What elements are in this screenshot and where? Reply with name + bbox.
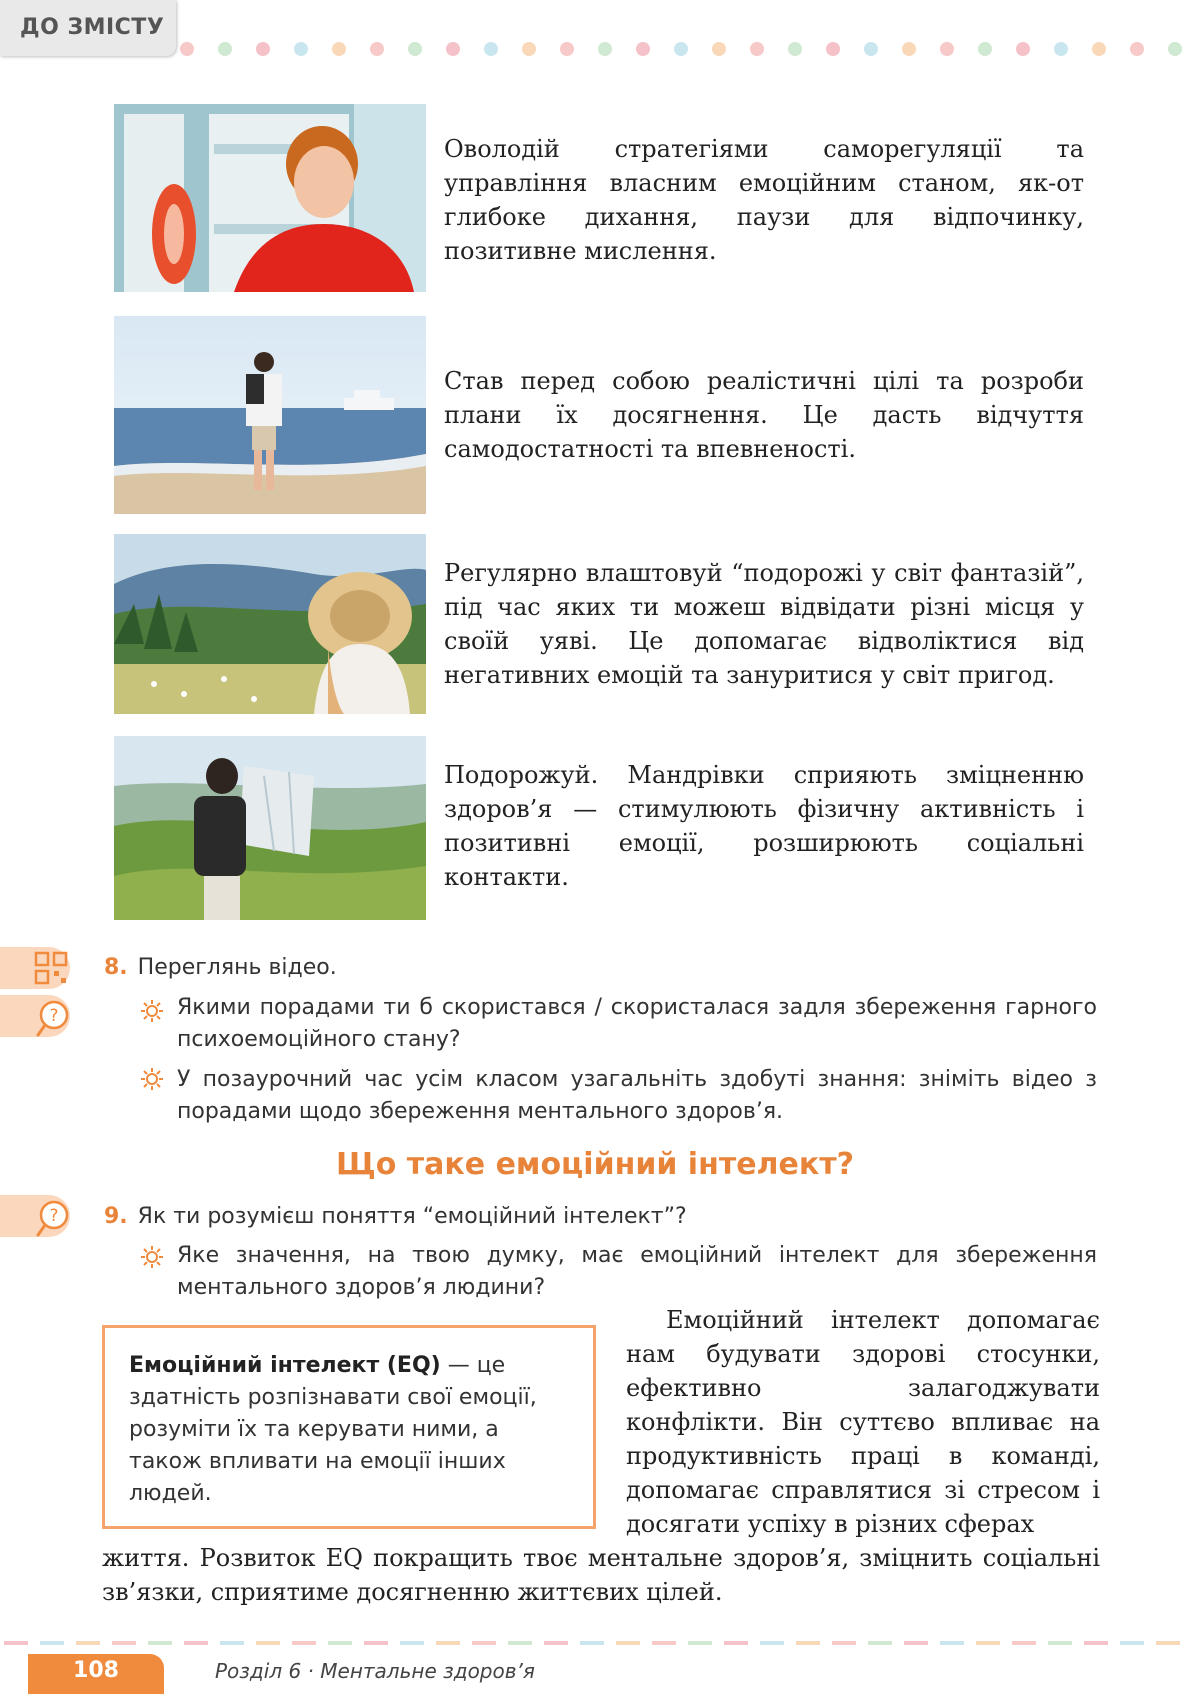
decorative-dash — [760, 1641, 784, 1645]
task-number: 9. — [104, 1204, 128, 1229]
decorative-dot — [598, 42, 612, 56]
decorative-dot — [826, 42, 840, 56]
decorative-dash — [256, 1641, 280, 1645]
decorative-dot — [674, 42, 688, 56]
eq-paragraph-continuation: життя. Розвиток EQ покращить твоє ментальне здоров’я, зміцнить соціальні зв’язки, сприятиме досягненню життєвих цілей. — [102, 1544, 1100, 1606]
decorative-dash — [1084, 1641, 1108, 1645]
decorative-dash — [508, 1641, 532, 1645]
decorative-dash — [652, 1641, 676, 1645]
decorative-dash — [1120, 1641, 1144, 1645]
task-8 — [104, 952, 337, 984]
svg-text:?: ? — [49, 1006, 59, 1026]
decorative-dash — [904, 1641, 928, 1645]
section-heading: Що таке емоційний інтелект? — [335, 1147, 855, 1182]
definition-text: — це здатність розпізнавати свої емоції, розуміти їх та керувати ними, а також впливати на емоції інших людей. — [129, 1353, 537, 1506]
person-walking-on-beach-photo — [114, 316, 426, 514]
definition-box — [102, 1325, 596, 1529]
task-number: 8. — [104, 955, 128, 980]
decorative-dot — [978, 42, 992, 56]
decorative-dash — [1012, 1641, 1036, 1645]
back-to-contents-button[interactable]: ДО ЗМІСТУ — [0, 0, 176, 56]
decorative-dash — [868, 1641, 892, 1645]
decorative-dot — [560, 42, 574, 56]
decorative-dash — [796, 1641, 820, 1645]
decorative-dash — [688, 1641, 712, 1645]
tip-3-text: Регулярно влаштовуй “подорожі у світ фантазій”, під час яких ти можеш відвідати різні місця у своїй уяві. Це допомагає відволіктися від негативних емоцій та зануритися у світ пригод. — [444, 559, 1084, 689]
decorative-dash — [148, 1641, 172, 1645]
decorative-dot — [484, 42, 498, 56]
task-8-subquestion-2: У позаурочний час усім класом узагальніть здобуті знання: зніміть відео з порадами щодо збереження ментального здоров’я. — [177, 1067, 1097, 1124]
decorative-dot — [408, 42, 422, 56]
girl-in-straw-hat-mountains-photo — [114, 534, 426, 714]
decorative-dot — [940, 42, 954, 56]
question-tab[interactable] — [0, 995, 70, 1037]
decorative-dot — [902, 42, 916, 56]
decorative-dot — [1092, 42, 1106, 56]
definition-term: Емоційний інтелект (EQ) — [129, 1353, 441, 1378]
decorative-dot — [522, 42, 536, 56]
task-8-subquestion-1: Якими порадами ти б скористався / скористалася задля збереження гарного психоемоційного стану? — [177, 995, 1097, 1052]
question-magnifier-icon — [34, 1199, 72, 1239]
decorative-dash — [832, 1641, 856, 1645]
decorative-dot — [1054, 42, 1068, 56]
tip-2-text: Став перед собою реалістичні цілі та розроби плани їх досягнення. Це дасть відчуття самодостатності та впевненості. — [444, 367, 1084, 463]
task-9 — [104, 1201, 687, 1233]
decorative-dash — [616, 1641, 640, 1645]
tip-4-text: Подорожуй. Мандрівки сприяють зміцненню здоров’я — стимулюють фізичну активність і позитивні емоції, розширюють соціальні контакти. — [444, 761, 1084, 891]
hiker-with-map-photo — [114, 736, 426, 920]
decorative-dash — [1048, 1641, 1072, 1645]
question-magnifier-icon — [34, 999, 72, 1039]
svg-text:?: ? — [49, 1206, 59, 1226]
decorative-dot — [712, 42, 726, 56]
decorative-dash — [400, 1641, 424, 1645]
decorative-dot — [332, 42, 346, 56]
page-number: 108 — [28, 1654, 164, 1694]
sun-bullet-icon — [140, 999, 164, 1023]
decorative-dash — [364, 1641, 388, 1645]
decorative-dots — [178, 40, 1188, 58]
decorative-dash — [940, 1641, 964, 1645]
decorative-dot — [218, 42, 232, 56]
eq-paragraph-right: Емоційний інтелект допомагає нам будувати здорові стосунки, ефективно залагоджувати конфлікти. Він суттєво впливає на продуктивність праці в команді, допомагає справлятися зі стресом і досягати успіху в різних сферах — [626, 1306, 1100, 1538]
decorative-dash — [472, 1641, 496, 1645]
teen-with-lifebuoy-photo — [114, 104, 426, 292]
decorative-dash — [112, 1641, 136, 1645]
decorative-dash — [976, 1641, 1000, 1645]
decorative-dot — [370, 42, 384, 56]
qr-code-icon — [34, 951, 68, 985]
decorative-dot — [256, 42, 270, 56]
sun-bullet-icon — [140, 1245, 164, 1269]
decorative-dot — [1130, 42, 1144, 56]
task-text: Переглянь відео. — [137, 955, 337, 980]
footer-section-title: Розділ 6 · Ментальне здоров’я — [215, 1659, 535, 1683]
decorative-dash — [1156, 1641, 1180, 1645]
decorative-dash — [4, 1641, 28, 1645]
decorative-dash — [544, 1641, 568, 1645]
decorative-dash — [292, 1641, 316, 1645]
decorative-dot — [750, 42, 764, 56]
decorative-dot — [446, 42, 460, 56]
decorative-dot — [788, 42, 802, 56]
decorative-dot — [1016, 42, 1030, 56]
decorative-dot — [636, 42, 650, 56]
sun-bullet-icon — [140, 1067, 164, 1091]
question-tab[interactable] — [0, 1195, 70, 1237]
decorative-dash — [436, 1641, 460, 1645]
decorative-dot — [180, 42, 194, 56]
qr-code-tab[interactable] — [0, 947, 70, 989]
decorative-dash — [580, 1641, 604, 1645]
decorative-dot — [294, 42, 308, 56]
decorative-dashes — [0, 1640, 1190, 1646]
decorative-dash — [184, 1641, 208, 1645]
decorative-dash — [76, 1641, 100, 1645]
task-text: Як ти розумієш поняття “емоційний інтелект”? — [137, 1204, 687, 1229]
decorative-dot — [1168, 42, 1182, 56]
decorative-dash — [724, 1641, 748, 1645]
tip-1-text: Оволодій стратегіями саморегуляції та управління власним емоційним станом, як-от глибоке дихання, паузи для відпочинку, позитивне мислення. — [444, 135, 1084, 265]
decorative-dot — [864, 42, 878, 56]
decorative-dash — [40, 1641, 64, 1645]
task-9-subquestion-1: Яке значення, на твою думку, має емоційний інтелект для збереження ментального здоров’я людини? — [177, 1243, 1097, 1300]
decorative-dash — [220, 1641, 244, 1645]
decorative-dash — [328, 1641, 352, 1645]
